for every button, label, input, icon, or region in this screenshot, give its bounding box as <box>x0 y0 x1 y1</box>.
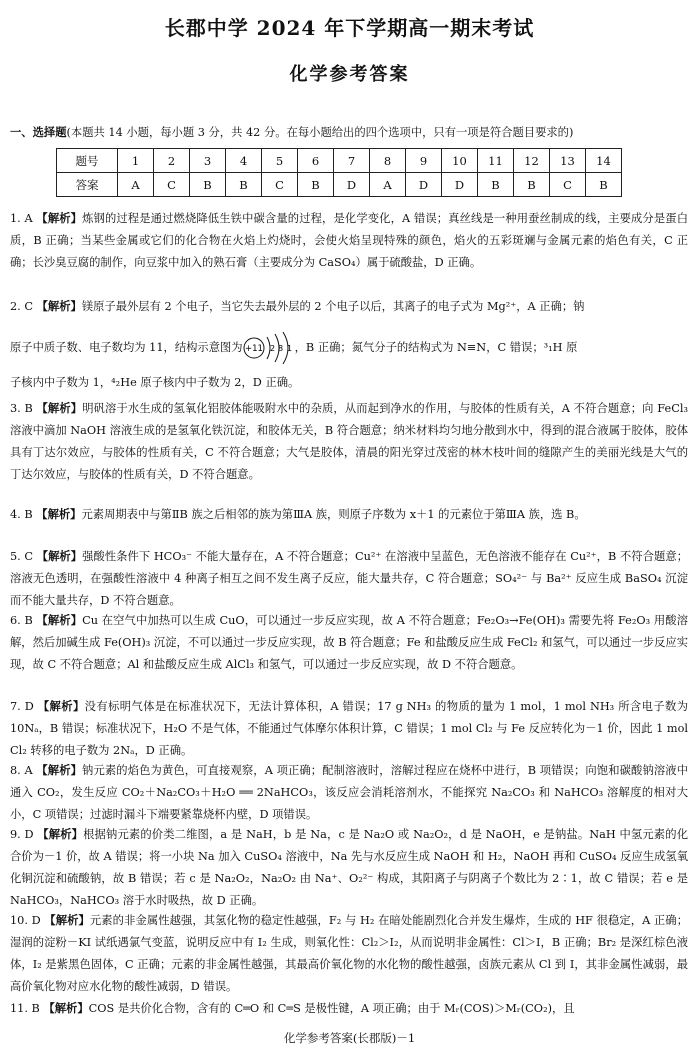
answer-cell: B <box>586 173 622 197</box>
section-label: 一、选择题 <box>10 126 67 139</box>
atom-nucleus-label: +11 <box>244 344 263 354</box>
explanation-q2-line2: 原子中质子数、电子数均为 11，结构示意图为 +11 2 8 1 ，B 正确；氮气分子的结构式为 N≡N，C 错误；³₁H 原 <box>10 331 688 365</box>
row-label-number: 题号 <box>57 149 118 173</box>
question-number-cell: 11 <box>478 149 514 173</box>
sodium-atom-diagram-icon <box>243 331 295 365</box>
explanation-q10: 10. D 【解析】元素的非金属性越强，其氢化物的稳定性越强，F₂ 与 H₂ 在暗处能剧烈化合并发生爆炸，生成的 HF 很稳定，A 正确；湿润的淀粉－KI 试纸遇氯气变蓝，说明反应中有 I₂ 生成，则氧化性：Cl₂＞I₂，从而说明非金属性：Cl＞I，B 正确；Br₂ 是深红棕色液体，I₂ 是紫黑色固体，C 正确；元素的非金属性越强，其最高价氧化物的水化物的酸性越强，卤族元素从 Cl 到 I，其非金属性减弱，最高价氧化物对应水化物的酸性减弱，D 错误。 <box>10 914 688 993</box>
svg-text:1: 1 <box>286 344 292 353</box>
answer-cell: B <box>514 173 550 197</box>
exam-title: 长郡中学 2024 年下学期高一期末考试 <box>164 16 535 40</box>
row-label-answer: 答案 <box>57 173 118 197</box>
answer-table-row-numbers <box>57 149 622 173</box>
explanation-q7: 7. D 【解析】没有标明气体是在标准状况下，无法计算体积，A 错误；17 g NH₃ 的物质的量为 1 mol，1 mol NH₃ 所含电子数为 10Nₐ，B 错误；标准状况下，H₂O 不是气体，不能通过气体摩尔体积计算，C 错误；1 mol Cl₂ 与 Fe 反应转化为－1 价，因此 1 mol Cl₂ 转移的电子数为 2Nₐ，D 正确。 <box>10 700 689 757</box>
question-number-cell: 5 <box>262 149 298 173</box>
question-number-cell: 9 <box>406 149 442 173</box>
answer-cell: D <box>442 173 478 197</box>
explanation-q9: 9. D 【解析】根据钠元素的价类二维图，a 是 NaH，b 是 Na，c 是 Na₂O 或 Na₂O₂，d 是 NaOH，e 是钠盐。NaH 中氢元素的化合价为－1 价，故 A 错误；将一小块 Na 加入 CuSO₄ 溶液中，Na 先与水反应生成 NaOH 和 H₂，NaOH 再和 CuSO₄ 反应生成氢氧化铜沉淀和硫酸钠，故 B 错误；若 c 是 Na₂O₂，Na₂O₂ 由 Na⁺、O₂²⁻ 构成，其阳离子与阴离子个数比为 2∶1，故 C 错误；若 e 是 NaHCO₃，NaHCO₃ 溶于水时吸热，故 D 正确。 <box>10 828 688 907</box>
question-number-cell: 4 <box>226 149 262 173</box>
answer-cell: D <box>406 173 442 197</box>
section-heading <box>10 124 573 140</box>
explanation-q2: 2. C 【解析】镁原子最外层有 2 个电子，当它失去最外层的 2 个电子以后，其离子的电子式为 Mg²⁺，A 正确；钠 <box>10 300 585 313</box>
explanation-q6: 6. B 【解析】Cu 在空气中加热可以生成 CuO，可以通过一步反应实现，故 A 不符合题意；Fe₂O₃→Fe(OH)₃ 需要先将 Fe₂O₃ 用酸溶解，然后加碱生成 Fe(OH)₃ 沉淀，不可以通过一步反应实现，故 B 符合题意；Fe 和盐酸反应生成 FeCl₂ 和氢气，可以通过一步反应实现，故 C 不符合题意；Al 和盐酸反应生成 AlCl₃ 和氢气，可以通过一步反应实现，故 D 不符合题意。 <box>10 614 688 671</box>
answer-table <box>56 148 622 197</box>
answer-cell: B <box>190 173 226 197</box>
explanation-q8: 8. A 【解析】钠元素的焰色为黄色，可直接观察，A 项正确；配制溶液时，溶解过程应在烧杯中进行，B 项错误；向饱和碳酸钠溶液中通入 CO₂，发生反应 CO₂＋Na₂CO₃＋H₂O ══ 2NaHCO₃，该反应会消耗溶剂水，不能探究 Na₂CO₃ 和 NaHCO₃ 溶解度的相对大小，C 项错误；过滤时漏斗下端要紧靠烧杯内壁，D 项错误。 <box>10 764 688 821</box>
explanation-q3: 3. B 【解析】明矾溶于水生成的氢氧化铝胶体能吸附水中的杂质，从而起到净水的作用，与胶体的性质有关，A 不符合题意；向 FeCl₃ 溶液中滴加 NaOH 溶液生成的是氢氧化铁沉淀，和胶体无关，B 符合题意；纳米材料均匀地分散到水中，得到的混合液属于胶体，胶体具有丁达尔效应，与胶体的性质有关，C 不符合题意；大气是胶体，清晨的阳光穿过茂密的林木枝叶间的缝隙产生的美丽光线是大气的丁达尔效应，与胶体的性质有关，D 不符合题意。 <box>10 402 688 481</box>
question-number-cell: 14 <box>586 149 622 173</box>
question-number-cell: 8 <box>370 149 406 173</box>
answer-cell: B <box>478 173 514 197</box>
page-title: 化学参考答案 <box>289 64 410 85</box>
section-desc: (本题共 14 小题，每小题 3 分，共 42 分。在每小题给出的四个选项中，只有一项是符合题目要求的) <box>66 126 574 139</box>
question-number-cell: 7 <box>334 149 370 173</box>
svg-text:8: 8 <box>277 344 283 353</box>
explanation-q2-line3: 子核内中子数为 1，⁴₂He 原子核内中子数为 2，D 正确。 <box>10 376 300 389</box>
answer-cell: D <box>334 173 370 197</box>
answer-cell: C <box>550 173 586 197</box>
question-number-cell: 1 <box>118 149 154 173</box>
answer-table-row-answers <box>57 173 622 197</box>
explanation-q1: 1. A 【解析】炼钢的过程是通过燃烧降低生铁中碳含量的过程，是化学变化，A 错误；真丝线是一种用蚕丝制成的线，主要成分是蛋白质，B 正确；当某些金属或它们的化合物在火焰上灼烧时，会使火焰呈现特殊的颜色，焰火的五彩斑斓与金属元素的焰色有关，C 正确；长沙臭豆腐的制作，向豆浆中加入的熟石膏（主要成分为 CaSO₄）属于硫酸盐，D 正确。 <box>10 212 688 269</box>
answer-cell: A <box>118 173 154 197</box>
answer-cell: A <box>370 173 406 197</box>
question-number-cell: 10 <box>442 149 478 173</box>
explanation-q5: 5. C 【解析】强酸性条件下 HCO₃⁻ 不能大量存在，A 不符合题意；Cu²⁺ 在溶液中呈蓝色，无色溶液不能存在 Cu²⁺，B 不符合题意；溶液无色透明，在强酸性溶液中 4 种离子相互之间不发生离子反应，能大量共存，C 符合题意；SO₄²⁻ 与 Ba²⁺ 反应生成 BaSO₄ 沉淀而不能大量共存，D 不符合题意。 <box>10 550 688 607</box>
question-number-cell: 13 <box>550 149 586 173</box>
explanation-q11: 11. B 【解析】COS 是共价化合物，含有的 C═O 和 C═S 是极性键，A 项正确；由于 Mᵣ(COS)＞Mᵣ(CO₂)，且 <box>10 1002 575 1015</box>
answer-cell: C <box>262 173 298 197</box>
answer-cell: B <box>226 173 262 197</box>
answer-cell: C <box>154 173 190 197</box>
answer-cell: B <box>298 173 334 197</box>
question-number-cell: 12 <box>514 149 550 173</box>
question-number-cell: 3 <box>190 149 226 173</box>
svg-text:2: 2 <box>269 344 275 353</box>
page-footer: 化学参考答案(长郡版)－1 <box>283 1031 416 1045</box>
explanation-q4: 4. B 【解析】元素周期表中与第ⅡB 族之后相邻的族为第ⅢA 族，则原子序数为 x＋1 的元素位于第ⅢA 族，选 B。 <box>10 508 586 521</box>
question-number-cell: 6 <box>298 149 334 173</box>
question-number-cell: 2 <box>154 149 190 173</box>
